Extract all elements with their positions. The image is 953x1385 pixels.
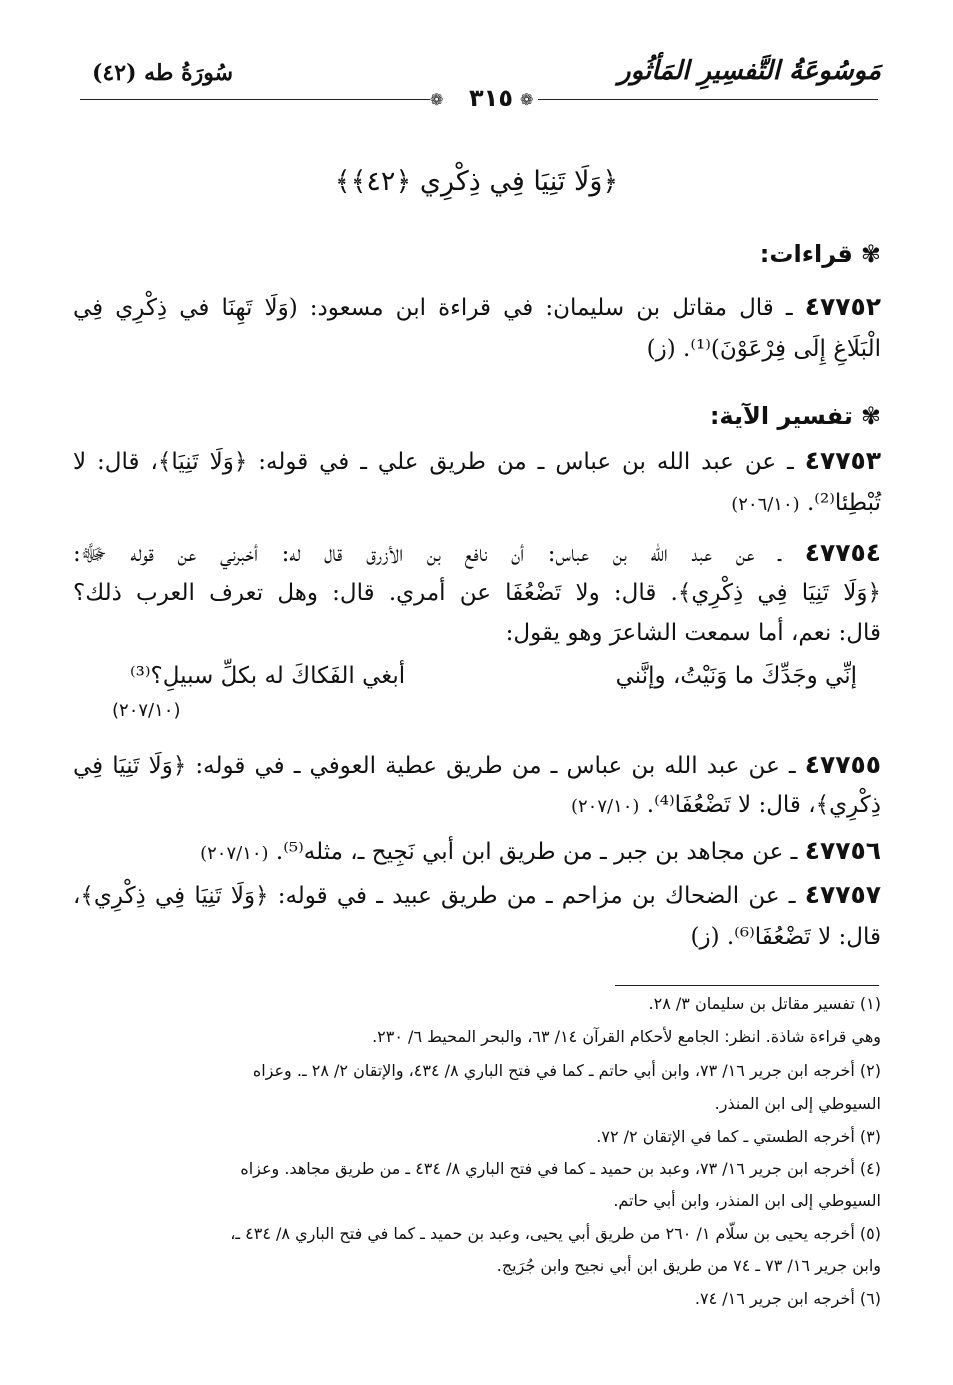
- entry-line: [73, 580, 881, 608]
- entry-text: ﴿وَلَا تَنِيَا فِي ذِكْرِي﴾. قال: ولا تَضْعُفَا عن أمري. قال: وهل تعرف العرب ذلك؟: [73, 580, 881, 606]
- entry-number: ٤٧٧٥٤: [804, 538, 881, 567]
- footnote-separator: [615, 985, 879, 986]
- entry-number: ٤٧٧٥٧: [804, 880, 881, 909]
- poem-left-hemistich: أبغي الفَكاكَ له بكلِّ سبيلِ؟⁽³⁾: [130, 663, 406, 689]
- ornament-icon: ❁: [430, 90, 444, 109]
- header-rule-left: [80, 99, 430, 100]
- entry-number: ٤٧٧٥٢: [804, 292, 881, 321]
- entry-line: [73, 924, 881, 952]
- entry-line: [73, 292, 881, 323]
- footnote: السيوطي إلى ابن المنذر.: [714, 1094, 881, 1113]
- source-ref: (٢٠٦/١٠): [731, 494, 800, 515]
- source-ref: (٢٠٧/١٠): [570, 796, 640, 817]
- footnote: (٢) أخرجه ابن جرير ١٦/ ٧٣، وابن أبي حاتم ـ كما في فتح الباري ٨/ ٤٣٤، والإتقان ٢/ ٢٨ ـ. وعزاه: [252, 1061, 881, 1080]
- entry-line: [73, 490, 881, 518]
- entry-number: ٤٧٧٥٣: [804, 446, 881, 475]
- entry-text: ـ عن عبد الله بن عباس ـ من طريق علي ـ في قوله: ﴿وَلَا تَنِيَا﴾، قال: لا: [73, 449, 794, 475]
- footnote: (٤) أخرجه ابن جرير ١٦/ ٧٣، وعبد بن حميد ـ كما في فتح الباري ٨/ ٤٣٤ ـ من طريق مجاهد. وعزاه: [240, 1159, 881, 1178]
- entry-text: تُبْطِئا⁽²⁾.: [806, 490, 881, 516]
- entry-text: ـ عن عبد الله بن عباس ـ من طريق عطية العوفي ـ في قوله: ﴿وَلَا تَنِيَا فِي: [73, 753, 796, 779]
- poem-right-hemistich: إنِّي وجَدِّكَ ما وَنَيْتُ، وإنَّني: [615, 663, 857, 689]
- entry-text: ـ عن عبد الله بن عباس: أن نافع بن الأزرق قال له: أخبرني عن قوله ﷻ:: [73, 541, 782, 567]
- entry-text: الْبَلَاغِ إِلَى فِرْعَوْنَ)⁽¹⁾. (ز): [646, 336, 881, 362]
- flower-icon: ✾: [860, 240, 881, 268]
- book-title: مَوسُوعَةُ التَّفسِيرِ المَأثُور: [618, 56, 881, 86]
- surah-label: سُورَةُ طه (٤٢): [92, 60, 234, 86]
- flower-icon: ✾: [860, 402, 881, 430]
- entry-line: [73, 880, 881, 911]
- footnote: وابن جرير ١٦/ ٧٣ ـ ٧٤ من طريق ابن أبي نجيح وابن جُرَيج.: [496, 1256, 881, 1275]
- entry-line: [73, 792, 881, 820]
- verse-heading: ﴿وَلَا تَنِيَا فِي ذِكْرِي ﴿٤٢﴾﴾: [334, 166, 619, 197]
- footnote: (٥) أخرجه يحيى بن سلّام ١/ ٢٦٠ من طريق أبي يحيى، وعبد بن حميد ـ كما في فتح الباري ٨/ ٤٣٤ ـ،: [230, 1224, 881, 1243]
- source-ref: (٢٠٧/١٠): [200, 843, 269, 864]
- entry-line: [73, 750, 881, 781]
- entry-text: ـ عن الضحاك بن مزاحم ـ من طريق عبيد ـ في قوله: ﴿وَلَا تَنِيَا فِي ذِكْرِي﴾،: [73, 883, 796, 909]
- entry-number: ٤٧٧٥٦: [804, 836, 881, 865]
- footnote: السيوطي إلى ابن المنذر، وابن أبي حاتم.: [613, 1191, 881, 1210]
- page-number: ٣١٥: [469, 84, 513, 112]
- footnote: (٦) أخرجه ابن جرير ١٦/ ٧٤.: [694, 1289, 881, 1308]
- entry-number: ٤٧٧٥٥: [804, 750, 881, 779]
- section-tafsir: [710, 402, 881, 430]
- entry-line: [73, 538, 881, 569]
- footnote: (١) تفسير مقاتل بن سليمان ٣/ ٢٨.: [648, 994, 881, 1013]
- entry-text: ـ قال مقاتل بن سليمان: في قراءة ابن مسعود: (وَلَا تَهِنَا في ذِكْرِي فِي: [73, 295, 793, 321]
- ornament-icon: ❁: [520, 90, 534, 109]
- entry-line: [73, 336, 881, 364]
- entry-line: [73, 446, 881, 477]
- footnote: (٣) أخرجه الطستي ـ كما في الإتقان ٢/ ٧٢.: [596, 1127, 881, 1146]
- header-rule-right: [538, 99, 878, 100]
- entry-text: ـ عن مجاهد بن جبر ـ من طريق ابن أبي نَجِيح ـ، مثله⁽⁵⁾.: [275, 839, 798, 865]
- section-readings: [760, 240, 881, 268]
- entry-line: [73, 620, 881, 648]
- entry-text: قال: نعم، أما سمعت الشاعرَ وهو يقول:: [505, 620, 881, 646]
- section-readings-label: قراءات:: [759, 240, 853, 268]
- section-tafsir-label: تفسير الآية:: [709, 402, 853, 430]
- source-ref: (٢٠٧/١٠): [112, 700, 181, 721]
- entry-text: ذِكْرِي﴾، قال: لا تَضْعُفَا⁽⁴⁾.: [646, 792, 881, 818]
- entry-line: [73, 836, 881, 867]
- footnote: وهي قراءة شاذة. انظر: الجامع لأحكام القرآن ١٤/ ٦٣، والبحر المحيط ٦/ ٢٣٠.: [372, 1027, 881, 1046]
- entry-text: قال: لا تَضْعُفَا⁽⁶⁾. (ز): [690, 924, 881, 950]
